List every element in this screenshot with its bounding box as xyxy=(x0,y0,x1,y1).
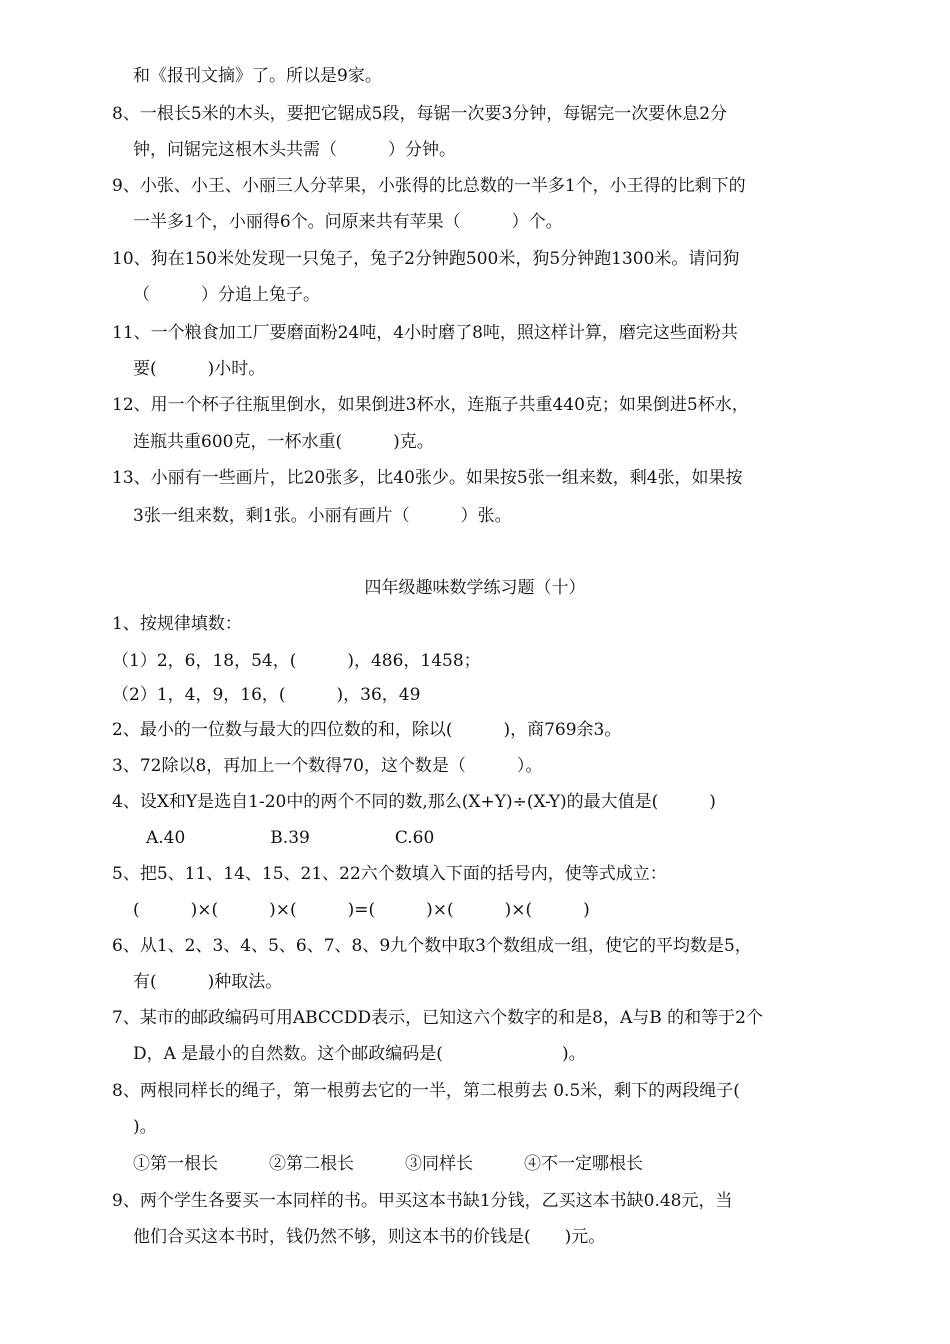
text-line: （ ）分追上兔子。 xyxy=(133,285,320,305)
text-line: 1、按规律填数： xyxy=(112,614,242,634)
text-line: 要( )小时。 xyxy=(133,359,266,379)
text-line: 他们合买这本书时，钱仍然不够，则这本书的价钱是( )元。 xyxy=(133,1227,606,1247)
text-line: 钟，问锯完这根木头共需（ ）分钟。 xyxy=(133,140,456,160)
text-line: 6、从1、2、3、4、5、6、7、8、9九个数中取3个数组成一组，使它的平均数是5， xyxy=(112,936,752,956)
text-line: 9、小张、小王、小丽三人分苹果，小张得的比总数的一半多1个，小王得的比剩下的 xyxy=(112,176,746,196)
text-line: 一半多1个，小丽得6个。问原来共有苹果（ ）个。 xyxy=(133,212,563,232)
text-line: 7、某市的邮政编码可用ABCCDD表示，已知这六个数字的和是8，A与B 的和等于2个 xyxy=(112,1008,763,1028)
text-line: 3张一组来数，剩1张。小丽有画片（ ）张。 xyxy=(133,506,512,526)
text-line: )。 xyxy=(133,1117,157,1137)
text-line: 10、狗在150米处发现一只兔子，兔子2分钟跑500米，狗5分钟跑1300米。请问狗 xyxy=(112,249,740,269)
text-line: 12、用一个杯子往瓶里倒水，如果倒进3杯水，连瓶子共重440克；如果倒进5杯水， xyxy=(112,395,749,415)
text-line: 9、两个学生各要买一本同样的书。甲买这本书缺1分钱，乙买这本书缺0.48元，当 xyxy=(112,1191,733,1211)
text-line: 有( )种取法。 xyxy=(133,972,283,992)
text-line: 8、一根长5米的木头，要把它锯成5段，每锯一次要3分钟，每锯完一次要休息2分 xyxy=(112,104,728,124)
text-line: 8、两根同样长的绳子，第一根剪去它的一半，第二根剪去 0.5米，剩下的两段绳子( xyxy=(112,1081,740,1101)
text-line: 2、最小的一位数与最大的四位数的和，除以( )，商769余3。 xyxy=(112,720,622,740)
text-line: 4、设X和Y是选自1-20中的两个不同的数,那么(X+Y)÷(X-Y)的最大值是( ) xyxy=(112,792,716,812)
section-title: 四年级趣味数学练习题（十） xyxy=(364,578,586,598)
text-line: 和《报刊文摘》了。所以是9家。 xyxy=(133,66,382,86)
text-line: （1）2，6，18，54，( )，486，1458； xyxy=(112,651,481,671)
text-line: 3、72除以8，再加上一个数得70，这个数是（ ）。 xyxy=(112,756,543,776)
text-line: D，A 是最小的自然数。这个邮政编码是( )。 xyxy=(133,1044,586,1064)
text-line: 5、把5、11、14、15、21、22六个数填入下面的括号内，使等式成立： xyxy=(112,864,667,884)
text-line: 13、小丽有一些画片，比20张多，比40张少。如果按5张一组来数，剩4张，如果按 xyxy=(112,468,743,488)
answer-options: ①第一根长 ②第二根长 ③同样长 ④不一定哪根长 xyxy=(133,1154,643,1174)
equation-blanks: ( )×( )×( )=( )×( )×( ) xyxy=(133,900,590,920)
text-line: 连瓶共重600克，一杯水重( )克。 xyxy=(133,432,434,452)
text-line: 11、一个粮食加工厂要磨面粉24吨，4小时磨了8吨，照这样计算，磨完这些面粉共 xyxy=(112,323,738,343)
answer-options: A.40 B.39 C.60 xyxy=(146,828,435,848)
text-line: （2）1，4，9，16，( )，36，49 xyxy=(112,685,421,705)
